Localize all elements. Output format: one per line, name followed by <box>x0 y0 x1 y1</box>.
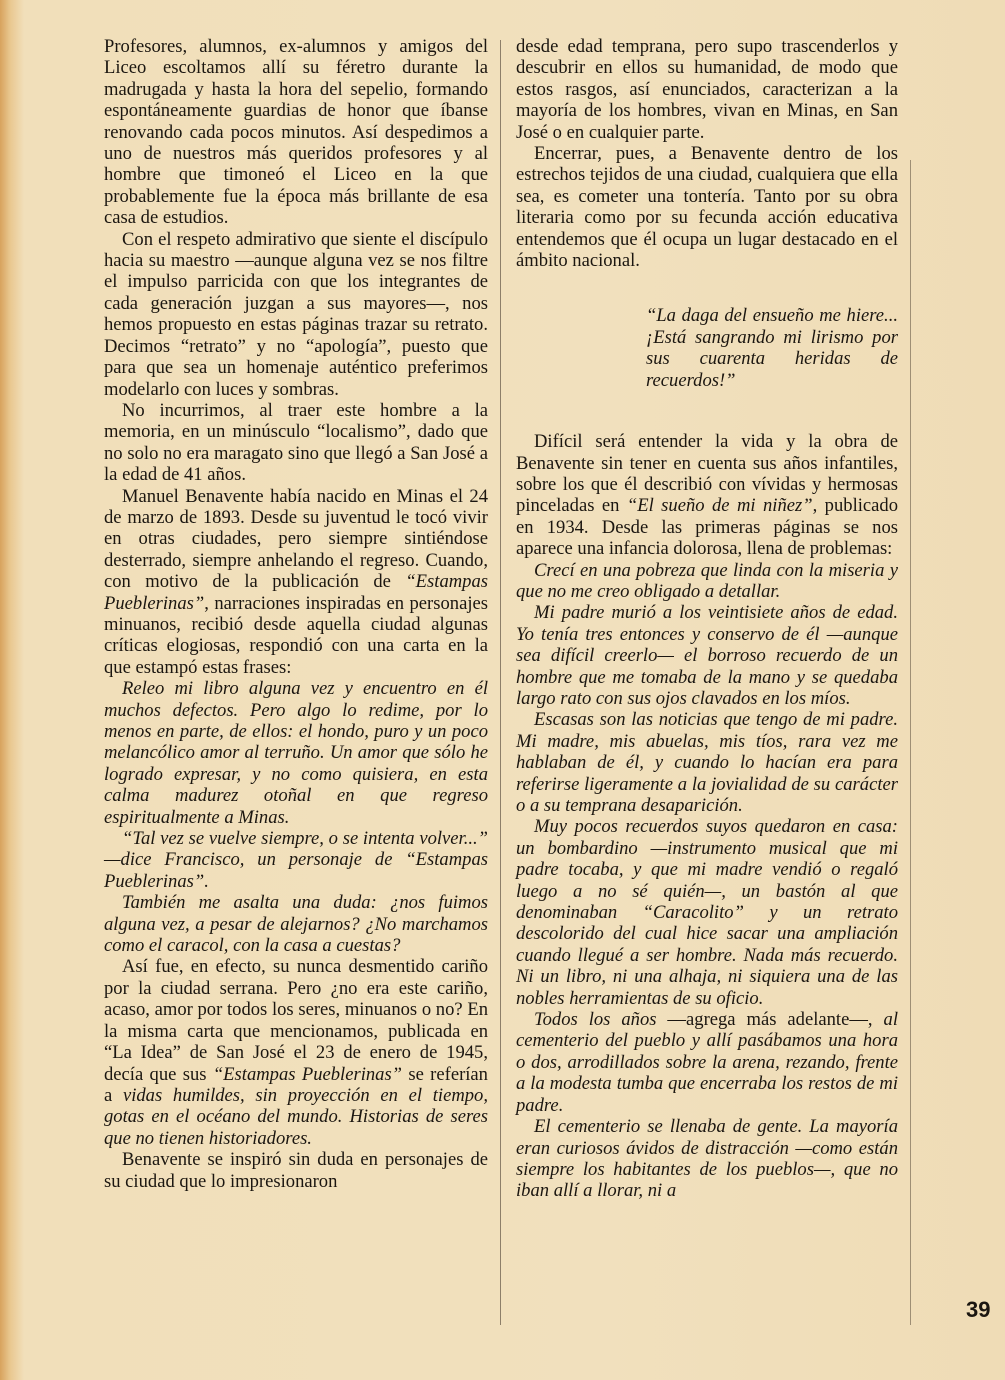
paragraph <box>516 431 898 559</box>
paragraph: No incurrimos, al traer este hombre a la memoria, en un minúsculo “localismo”, dado que no solo no era maragato sino que llegó a San José a la edad de 41 años. <box>104 399 488 486</box>
epigraph: “La daga del ensueño me hiere... ¡Está sangrando mi lirismo por sus cuarenta heridas de recuerdos!” <box>646 305 898 391</box>
quote-paragraph: Muy pocos recuerdos suyos quedaron en casa: un bombardino —instrumento musical que mi padre tocaba, y que mi madre vendió o regaló luego a no sé quién—, un bastón al que denominaban “Caracolito” y un retrato descolorido del cual hice sacar una ampliación cuando llegué a ser hombre. Nada más recuerdo. Ni un libro, ni una alhaja, ni siquiera una de las nobles herramientas de su oficio. <box>516 816 898 1009</box>
quote-text: Todos los años <box>534 1009 657 1031</box>
quote-paragraph: También me asalta una duda: ¿nos fuimos alguna vez, a pesar de alejarnos? ¿No marchamos como el caracol, con la casa a cuestas? <box>104 892 488 957</box>
paragraph-text: , narraciones inspiradas en personajes minuanos, recibió desde aquella ciudad algunas críticas elogiosas, respondió con una carta en la que estampó estas frases: <box>104 592 488 678</box>
paragraph: desde edad temprana, pero supo trascenderlos y descubrir en ellos su humanidad, de modo que estos rasgos, así enunciados, caracterizan a la mayoría de los hombres, vivan en Minas, en San José o en cualquier parte. <box>516 36 898 143</box>
paragraph-text: , publicado en 1934. Desde las primeras páginas se nos aparece una infancia dolorosa, llena de problemas: <box>516 495 898 560</box>
quote-paragraph: El cementerio se llenaba de gente. La mayoría eran curiosos ávidos de distracción —como están siempre los habitantes de los pueblos—, que no iban allí a llorar, ni a <box>516 1116 898 1202</box>
page-number: 39 <box>966 1297 991 1322</box>
quote-text: vidas humildes, sin proyección en el tiempo, gotas en el océano del mundo. Historias de seres que no tienen historiadores. <box>104 1084 488 1149</box>
paragraph: Profesores, alumnos, ex-alumnos y amigos del Liceo escoltamos allí su féretro durante la madrugada y hasta la hora del sepelio, formando espontáneamente guardias de honor que íbanse renovando cada pocos minutos. Así despedimos a uno de nuestros más queridos profesores y al hombre que timoneó el Liceo en la que probablemente fue la época más brillante de esa casa de estudios. <box>104 36 488 229</box>
column-divider <box>500 40 501 1325</box>
paragraph-text: Manuel Benavente había nacido en Minas el 24 de marzo de 1893. Desde su juventud le tocó vivir en otras ciudades, pero siempre sintiéndose desterrado, siempre anhelando el regreso. Cuando, con motivo de la publicación de <box>104 485 488 593</box>
quote-paragraph: Releo mi libro alguna vez y encuentro en él muchos defectos. Pero algo lo redime, por lo menos en parte, de ellos: el hondo, puro y un poco melancólico amor al terruño. Un amor que sólo he logrado expresar, y no como quisiera, en esta calma madurez otoñal en que regreso espiritualmente a Minas. <box>104 678 488 828</box>
quote-text: al cementerio del pueblo y allí pasábamos una hora o dos, arrodillados sobre la arena, rezando, frente a la modesta tumba que encerraba los restos de mi padre. <box>516 1009 898 1116</box>
margin-rule <box>910 160 911 1325</box>
right-column <box>516 36 898 1202</box>
book-title: “Estampas Pueblerinas” <box>212 1063 403 1085</box>
quote-paragraph: Escasas son las noticias que tengo de mi padre. Mi madre, mis abuelas, mis tíos, rara vez me hablaban de él, y cuando lo hacían era para referirse ligeramente a la jovialidad de su carácter o a su temprana desaparición. <box>516 709 898 816</box>
paragraph-text: Así fue, en efecto, su nunca desmentido cariño por la ciudad serrana. Pero ¿no era este cariño, acaso, amor por todos los seres, minuanos o no? En la misma carta que mencionamos, publicada en “La Idea” de San José el 23 de enero de 1945, decía que sus <box>104 956 488 1085</box>
paragraph-text: —agrega más adelante—, <box>656 1009 884 1031</box>
quote-paragraph: “Tal vez se vuelve siempre, o se intenta volver...” —dice Francisco, un personaje de “Estampas Pueblerinas”. <box>104 828 488 892</box>
quote-paragraph: Crecí en una pobreza que linda con la miseria y que no me creo obligado a detallar. <box>516 559 898 602</box>
paragraph: Benavente se inspiró sin duda en personajes de su ciudad que lo impresionaron <box>104 1149 488 1192</box>
book-title: “El sueño de mi niñez” <box>626 495 813 517</box>
paragraph: Con el respeto admirativo que siente el discípulo hacia su maestro —aunque alguna vez se nos filtre el impulso parricida con que los integrantes de cada generación juzgan a sus mayores—, nos hemos propuesto en estas páginas trazar su retrato. Decimos “retrato” y no “apología”, puesto que para que sea un homenaje auténtico preferimos modelarlo con luces y sombras. <box>104 228 488 400</box>
paragraph-text: Difícil será entender la vida y la obra de Benavente sin tener en cuenta sus años infantiles, sobre los que él describió con vívidas y hermosas pinceladas en <box>516 431 898 517</box>
left-column <box>104 36 488 1192</box>
paragraph-text: se referían a <box>104 1063 488 1106</box>
paragraph <box>104 486 488 679</box>
book-title: “Estampas Pueblerinas” <box>104 571 488 614</box>
paragraph <box>516 1009 898 1116</box>
paragraph <box>104 956 488 1149</box>
paragraph: Encerrar, pues, a Benavente dentro de los estrechos tejidos de una ciudad, cualquiera que ella sea, es cometer una tontería. Tanto por su obra literaria como por su fecunda acción educativa entendemos que él ocupa un lugar destacado en el ámbito nacional. <box>516 143 898 272</box>
quote-paragraph: Mi padre murió a los veintisiete años de edad. Yo tenía tres entonces y conservo de él —aunque sea difícil creerlo— el borroso recuerdo de un hombre que me tomaba de la mano y se quedaba largo rato con sus ojos clavados en los míos. <box>516 602 898 709</box>
